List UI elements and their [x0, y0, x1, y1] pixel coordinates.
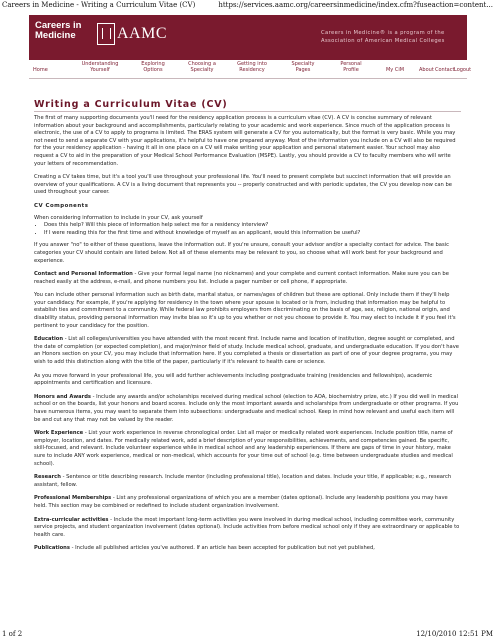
nav-exploring-options[interactable]: Exploring Options	[141, 61, 165, 73]
list-item: • Does this help? Will this piece of information help select me for a residency interview?	[44, 222, 461, 230]
print-url: https://services.aamc.org/careersinmedicine/index.cfm?fuseaction=content...	[218, 1, 493, 9]
paragraph-components-intro: When considering information to include in your CV, ask yourself	[34, 214, 203, 221]
print-timestamp: 12/10/2010 12:51 PM	[416, 630, 493, 638]
paragraph-professional-life: As you move forward in your professional life, you will add further achievements including postgraduate training (residencies and fellowships), academic appointments and certification and licensure.	[34, 372, 433, 387]
nav-understanding-yourself[interactable]: Understanding Yourself	[81, 61, 119, 73]
section-heading-cv-components: CV Components	[34, 202, 89, 209]
careers-in-medicine-logo[interactable]: Careers in Medicine	[35, 20, 82, 41]
print-header	[0, 0, 495, 12]
nav-getting-into-residency[interactable]: Getting into Residency	[237, 61, 267, 73]
paragraph-personal-optional: You can include other personal information such as birth date, marital status, or names/ages of children but these are optional. Only include them if they'll help your candidacy. For example, if you're applying for residency in the town where your spouse is located or is from, including that information may be helpful to establish ties and commitment to a community. While federal law prohibits employers from discriminating on the basis of age, sex, religion, national origin, and disability status, providing personal information may invite bias so it's up to you whether or not you choose to provide it. You may elect to include it if you feel it's pertinent to your candidacy for the position.	[34, 292, 456, 329]
page-title: Writing a Curriculum Vitae (CV)	[34, 99, 228, 110]
paragraph-advice: If you answer "no" to either of these questions, leave the information out. If you're unsure, consult your advisor and/or a specialty contact for advice. The basic categories your CV should contain are listed below. Not all of these elements may be relevant to you, so choose what will work best for your background and experience.	[34, 242, 449, 264]
nav-personal-profile[interactable]: Personal Profile	[340, 61, 362, 73]
nav-contact[interactable]: Contact	[435, 67, 455, 73]
section-extracurricular: Extra-curricular activities - Include the most important long-term activities you were involved in during medical school, including committee work, community service projects, and student organization involvement (dates optional). Include activities from before medical school only if they are extraordinary or applicable to health care.	[34, 516, 460, 538]
nav-specialty-pages[interactable]: Specialty Pages	[291, 61, 315, 73]
section-honors-awards: Honors and Awards - Include any awards and/or scholarships received during medical school (election to AOA, biochemistry prize, etc.) If you did well in medical school or on the boards, list your honors and board scores. Include only the most important awards and scholarships from undergraduate or other programs. If you have numerous items, you may want to separate them into subsections: undergraduate and medical school. Keep in mind how relevant and useful each item will be and cut any that may not be valued by the reader.	[34, 393, 459, 423]
nav-choosing-specialty[interactable]: Choosing a Specialty	[188, 61, 216, 73]
section-professional-memberships: Professional Memberships - List any professional organizations of which you are a member (dates optional). Include any leadership positions you may have held. This section may be combined or redefined to include student organization involvement.	[34, 495, 448, 509]
section-research: Research - Sentence or title describing research. Include mentor (including professional title), location and dates. Include your title, if applicable; e.g., research assistant, fellow.	[34, 474, 452, 488]
article-content	[34, 115, 461, 559]
nav-home[interactable]: Home	[33, 67, 48, 73]
paragraph-intro: The first of many supporting documents you'll need for the residency application process is a curriculum vitae (CV). A CV is concise summary of relevant information about your background and accomplishments, particularly relating to your academic and work experience. Since much of the application process is electronic, the use of a CV to apply to programs is limited. The ERAS system will generate a CV for you automatically, but the format is very basic. While you may not need to send a separate CV with your applications, it's helpful to have one prepared anyway. Most of the information you include on a CV will also be required for the your residency application - having it all in one place on a CV will make writing your application and personal statement easier. Your school may also request a CV to aid in the preparation of your Medical School Performance Evaluation (MSPE). Lastly, you should provide a CV to faculty members who will write your letters of recommendation.	[34, 115, 456, 167]
print-footer	[0, 628, 495, 640]
question-list	[44, 222, 461, 237]
main-nav	[29, 61, 472, 79]
aamc-logo[interactable]: AAMC	[97, 23, 167, 45]
paragraph-living-document: Creating a CV takes time, but it's a tool you'll use throughout your professional life. You'll need to present complete but succinct information that will provide an overview of your qualifications. A CV is a living document that represents you -- properly constructed and with periodic updates, the CV you develop now can be used throughout your career.	[34, 174, 452, 196]
nav-my-cim[interactable]: My CiM	[385, 67, 405, 73]
nav-about[interactable]: About	[419, 67, 434, 73]
print-page-title: Careers in Medicine - Writing a Curriculum Vitae (CV)	[2, 1, 196, 9]
nav-logout[interactable]: Logout	[454, 67, 472, 73]
section-publications: Publications - Include all published articles you've authored. If an article has been accepted for publication but not yet published,	[34, 545, 375, 552]
section-education: Education - List all colleges/universities you have attended with the most recent first. Include name and location of institution, degree sought or completed, and the date of completion (or expected completion), and major/minor field of study. Include medical school, graduate, and undergraduate education. If you don't have an Honors section on your CV, you may include that information here. If you completed a thesis or dissertation as part of one of your degree programs, you may wish to add this distinction along with the title of the paper, particularly if it's relevant to health care or science.	[34, 336, 459, 366]
aamc-mark-icon	[97, 23, 115, 45]
section-work-experience: Work Experience - List your work experience in reverse chronological order. List all major or medically related work experiences. Include position title, name of employer, location, and dates. For medically related work, add a brief description of your responsibilities, achievements, and competencies gained. Be specific, skill-focused, and relevant. Include volunteer experience while in medical school and any leadership experiences. If there are gaps of time in your history, make sure to include ANY work experience, medical or non-medical, which accounts for your time out of school (e.g. time between undergraduate studies and medical school).	[34, 430, 453, 467]
section-contact-personal: Contact and Personal Information - Give your formal legal name (no nicknames) and your complete and current contact information. Make sure you can be reached easily at the address, e-mail, and phone numbers you list. Include a pager number or cell phone, if appropriate.	[34, 271, 449, 285]
page-number: 1 of 2	[2, 630, 23, 638]
program-tagline: Careers in Medicine® is a program of the Association of American Medical Colleges	[321, 30, 445, 44]
site-banner	[29, 15, 467, 60]
list-item: • If I were reading this for the first time and without knowledge of myself as an applicant, would this information be useful?	[44, 230, 461, 238]
title-divider	[34, 111, 461, 112]
